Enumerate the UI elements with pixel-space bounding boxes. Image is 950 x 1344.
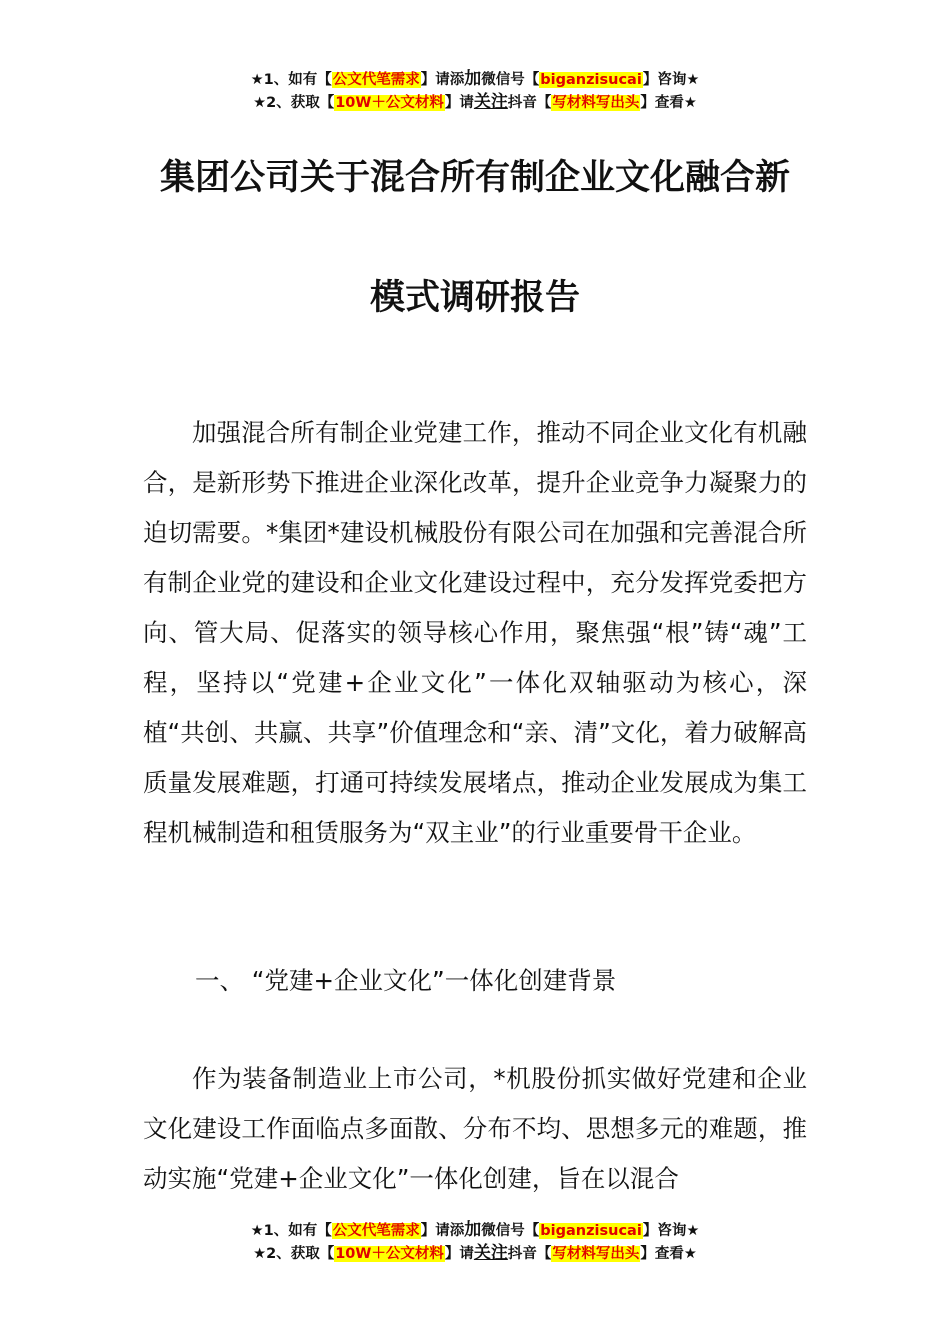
- banner-text: 】请: [444, 1246, 474, 1262]
- banner-line-1: [0, 1219, 950, 1242]
- document-title-line-1: 集团公司关于混合所有制企业文化融合新: [159, 158, 790, 198]
- banner-text: 微信号【: [481, 72, 540, 88]
- banner-text: 】咨询★: [642, 1223, 700, 1239]
- section-heading-1: 一、 “党建+企业文化”一体化创建背景: [195, 966, 617, 995]
- banner-emphasis: 关注: [473, 92, 508, 112]
- banner-text: 】查看★: [640, 1246, 697, 1262]
- banner-text: ★1、如有【: [250, 72, 332, 88]
- document-title-line-2: 模式调研报告: [369, 278, 580, 318]
- banner-highlight: biganzisucai: [540, 1223, 642, 1239]
- banner-highlight: 10W＋公文材料: [335, 1246, 444, 1262]
- footer-banner: [0, 1219, 950, 1265]
- banner-highlight: 写材料写出头: [552, 1246, 640, 1262]
- body-paragraph-1: 加强混合所有制企业党建工作，推动不同企业文化有机融合，是新形势下推进企业深化改革，提升企业竞争力凝聚力的迫切需要。*集团*建设机械股份有限公司在加强和完善混合所有制企业党的建设和企业文化建设过程中，充分发挥党委把方向、管大局、促落实的领导核心作用，聚焦强“根”铸“魂”工程，坚持以“党建+企业文化”一体化双轴驱动为核心，深植“共创、共赢、共享”价值理念和“亲、清”文化，着力破解高质量发展难题，打通可持续发展堵点，推动企业发展成为集工程机械制造和租赁服务为“双主业”的行业重要骨干企业。: [143, 418, 807, 847]
- banner-highlight: 公文代笔需求: [332, 1223, 420, 1239]
- banner-emphasis: 加: [464, 1220, 482, 1240]
- banner-text: 】请: [444, 95, 474, 111]
- banner-text: 】查看★: [640, 95, 697, 111]
- banner-text: ★1、如有【: [250, 1223, 332, 1239]
- banner-text: 】请添: [420, 72, 465, 88]
- banner-text: 微信号【: [481, 1223, 540, 1239]
- banner-highlight: biganzisucai: [540, 72, 642, 88]
- banner-emphasis: 加: [464, 69, 482, 89]
- banner-text: 】请添: [420, 1223, 465, 1239]
- banner-text: 】咨询★: [642, 72, 700, 88]
- banner-text: ★2、获取【: [253, 1246, 335, 1262]
- banner-line-2: [0, 1242, 950, 1265]
- banner-text: 抖音【: [507, 95, 552, 111]
- banner-emphasis: 关注: [473, 1243, 508, 1263]
- banner-highlight: 公文代笔需求: [332, 72, 420, 88]
- banner-text: 抖音【: [507, 1246, 552, 1262]
- banner-text: ★2、获取【: [253, 95, 335, 111]
- banner-highlight: 10W＋公文材料: [335, 95, 444, 111]
- body-paragraph-2: 作为装备制造业上市公司，*机股份抓实做好党建和企业文化建设工作面临点多面散、分布不均、思想多元的难题，推动实施“党建+企业文化”一体化创建，旨在以混合: [143, 1064, 807, 1193]
- banner-highlight: 写材料写出头: [552, 95, 640, 111]
